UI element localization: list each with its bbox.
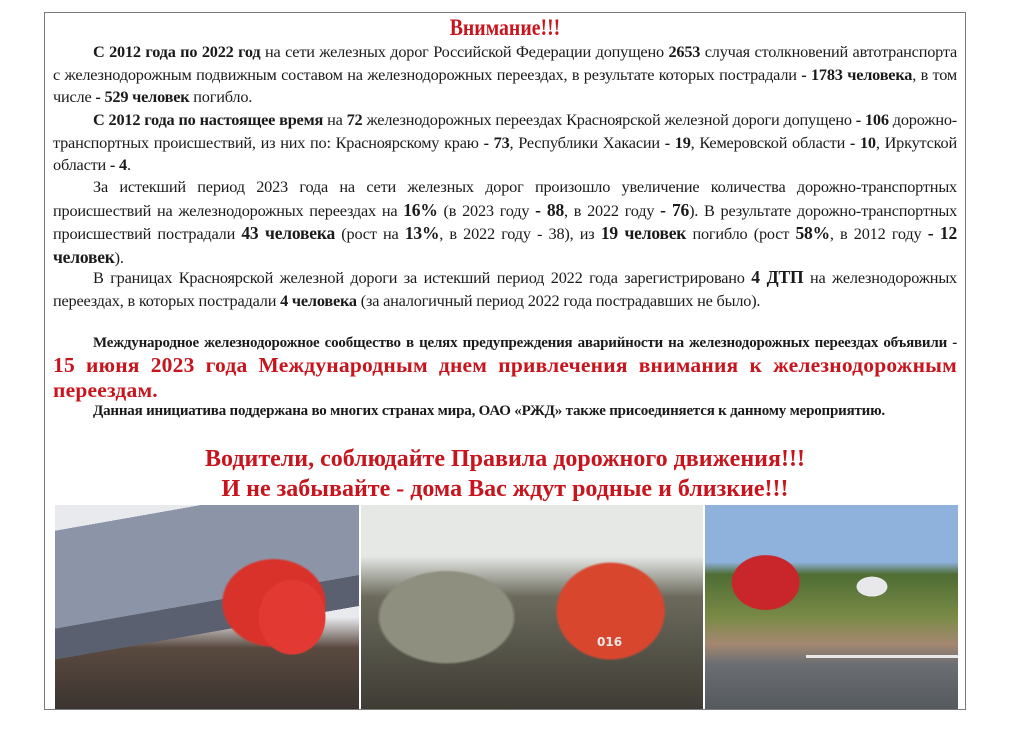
text: случая столкновений автотранспорта с железнодорожным подвижным составом на железнодорожных переездах, в результате которых пострадали <box>53 42 958 84</box>
count-2022: - 76 <box>660 199 690 220</box>
irkutsk-count: - 4 <box>109 155 127 175</box>
kemerovo-count: - 10 <box>849 132 876 152</box>
photo-derailed-train <box>705 505 958 709</box>
highlighted-date-announcement: 15 июня 2023 года Международным днем привлечения внимания к железнодорожным переездам. <box>53 353 957 402</box>
photo-truck-train-collision <box>55 505 359 709</box>
paragraph-international-day <box>53 332 957 404</box>
killed-previous: - 12 человек <box>53 223 957 267</box>
text: (за аналогичный период 2022 года пострадавших не было). <box>356 290 761 310</box>
text: (в 2023 году <box>437 200 536 220</box>
photo-strip <box>55 505 958 709</box>
text: на железнодорожных переездах, в которых пострадали <box>53 268 957 310</box>
injured-growth: 13% <box>404 223 440 244</box>
paragraph-rzd-support <box>53 401 957 421</box>
text: (рост на <box>335 224 405 244</box>
injured-count: 43 человека <box>241 223 336 244</box>
injured-count: 4 человека <box>280 290 357 310</box>
count-2023: - 88 <box>535 199 565 220</box>
period-label: С 2012 года по настоящее время <box>93 110 324 129</box>
text: железнодорожных переездах Красноярской железной дороги допущено <box>362 110 856 129</box>
killed-count: 19 человек <box>600 223 687 244</box>
notice-frame <box>44 12 966 710</box>
text: на <box>323 110 347 129</box>
paragraph-russia-stats <box>53 41 957 109</box>
text: ). В результате дорожно-транспортных происшествий пострадали <box>53 200 958 244</box>
paragraph-krasnoyarsk-2022 <box>53 266 957 312</box>
khakassia-count: - 19 <box>664 132 691 152</box>
text: дорожно-транспортных происшествий, из них по: Красноярскому краю <box>53 110 958 152</box>
killed-count: - 529 человек <box>95 87 190 107</box>
train-number: 016 <box>597 635 623 649</box>
crossing-count: 72 <box>346 110 363 129</box>
text: Данная инициатива поддержана во многих странах мира, ОАО «РЖД» также присоединяется к данному мероприятию. <box>93 403 885 419</box>
text: погибло. <box>189 87 253 107</box>
paragraph-krasnoyarsk-stats <box>53 109 957 177</box>
text: , в 2022 году - 38), из <box>439 224 601 244</box>
accident-count: - 106 <box>855 110 889 129</box>
text: , Республики Хакасии <box>509 132 665 152</box>
paragraph-2023-stats <box>53 176 957 269</box>
road-marking <box>806 655 958 658</box>
photo-description <box>361 704 703 705</box>
text: . <box>126 155 131 175</box>
slogan-family-waiting: И не забывайте - дома Вас ждут родные и близкие!!! <box>221 476 789 502</box>
text: , в 2012 году <box>829 224 928 244</box>
accident-count: 4 ДТП <box>751 267 804 287</box>
photo-wrecked-truck-train <box>361 505 703 709</box>
photo-description <box>705 704 958 705</box>
text: ). <box>114 247 124 267</box>
killed-growth: 58% <box>795 223 830 244</box>
krasnoyarsk-count: - 73 <box>483 132 510 152</box>
text: на сети железных дорог Российской Федерации допущено <box>260 42 669 61</box>
collision-count: 2653 <box>668 42 701 61</box>
text: , Кемеровской области <box>690 132 850 152</box>
text: За истекший период 2023 года на сети железных дорог произошло увеличение количества дорожно-транспортных происшествий на железнодорожных переездах на <box>53 177 957 220</box>
period-label: С 2012 года по 2022 год <box>93 42 261 61</box>
text: Международное железнодорожное сообщество в целях предупреждения аварийности на железнодорожных переездах объявили - <box>93 335 957 351</box>
increase-percent: 16% <box>403 199 438 220</box>
text: , в 2022 году <box>564 200 661 220</box>
page-title: Внимание!!! <box>449 15 561 40</box>
text: , в том числе <box>53 64 957 107</box>
injured-count: - 1783 человека <box>801 64 913 84</box>
text: , Иркутской области <box>53 132 957 175</box>
text: погибло (рост <box>686 224 796 244</box>
photo-description <box>55 704 359 705</box>
text: В границах Красноярской железной дороги за истекший период 2022 года зарегистрировано <box>93 268 752 287</box>
slogan-traffic-rules: Водители, соблюдайте Правила дорожного движения!!! <box>205 446 805 472</box>
